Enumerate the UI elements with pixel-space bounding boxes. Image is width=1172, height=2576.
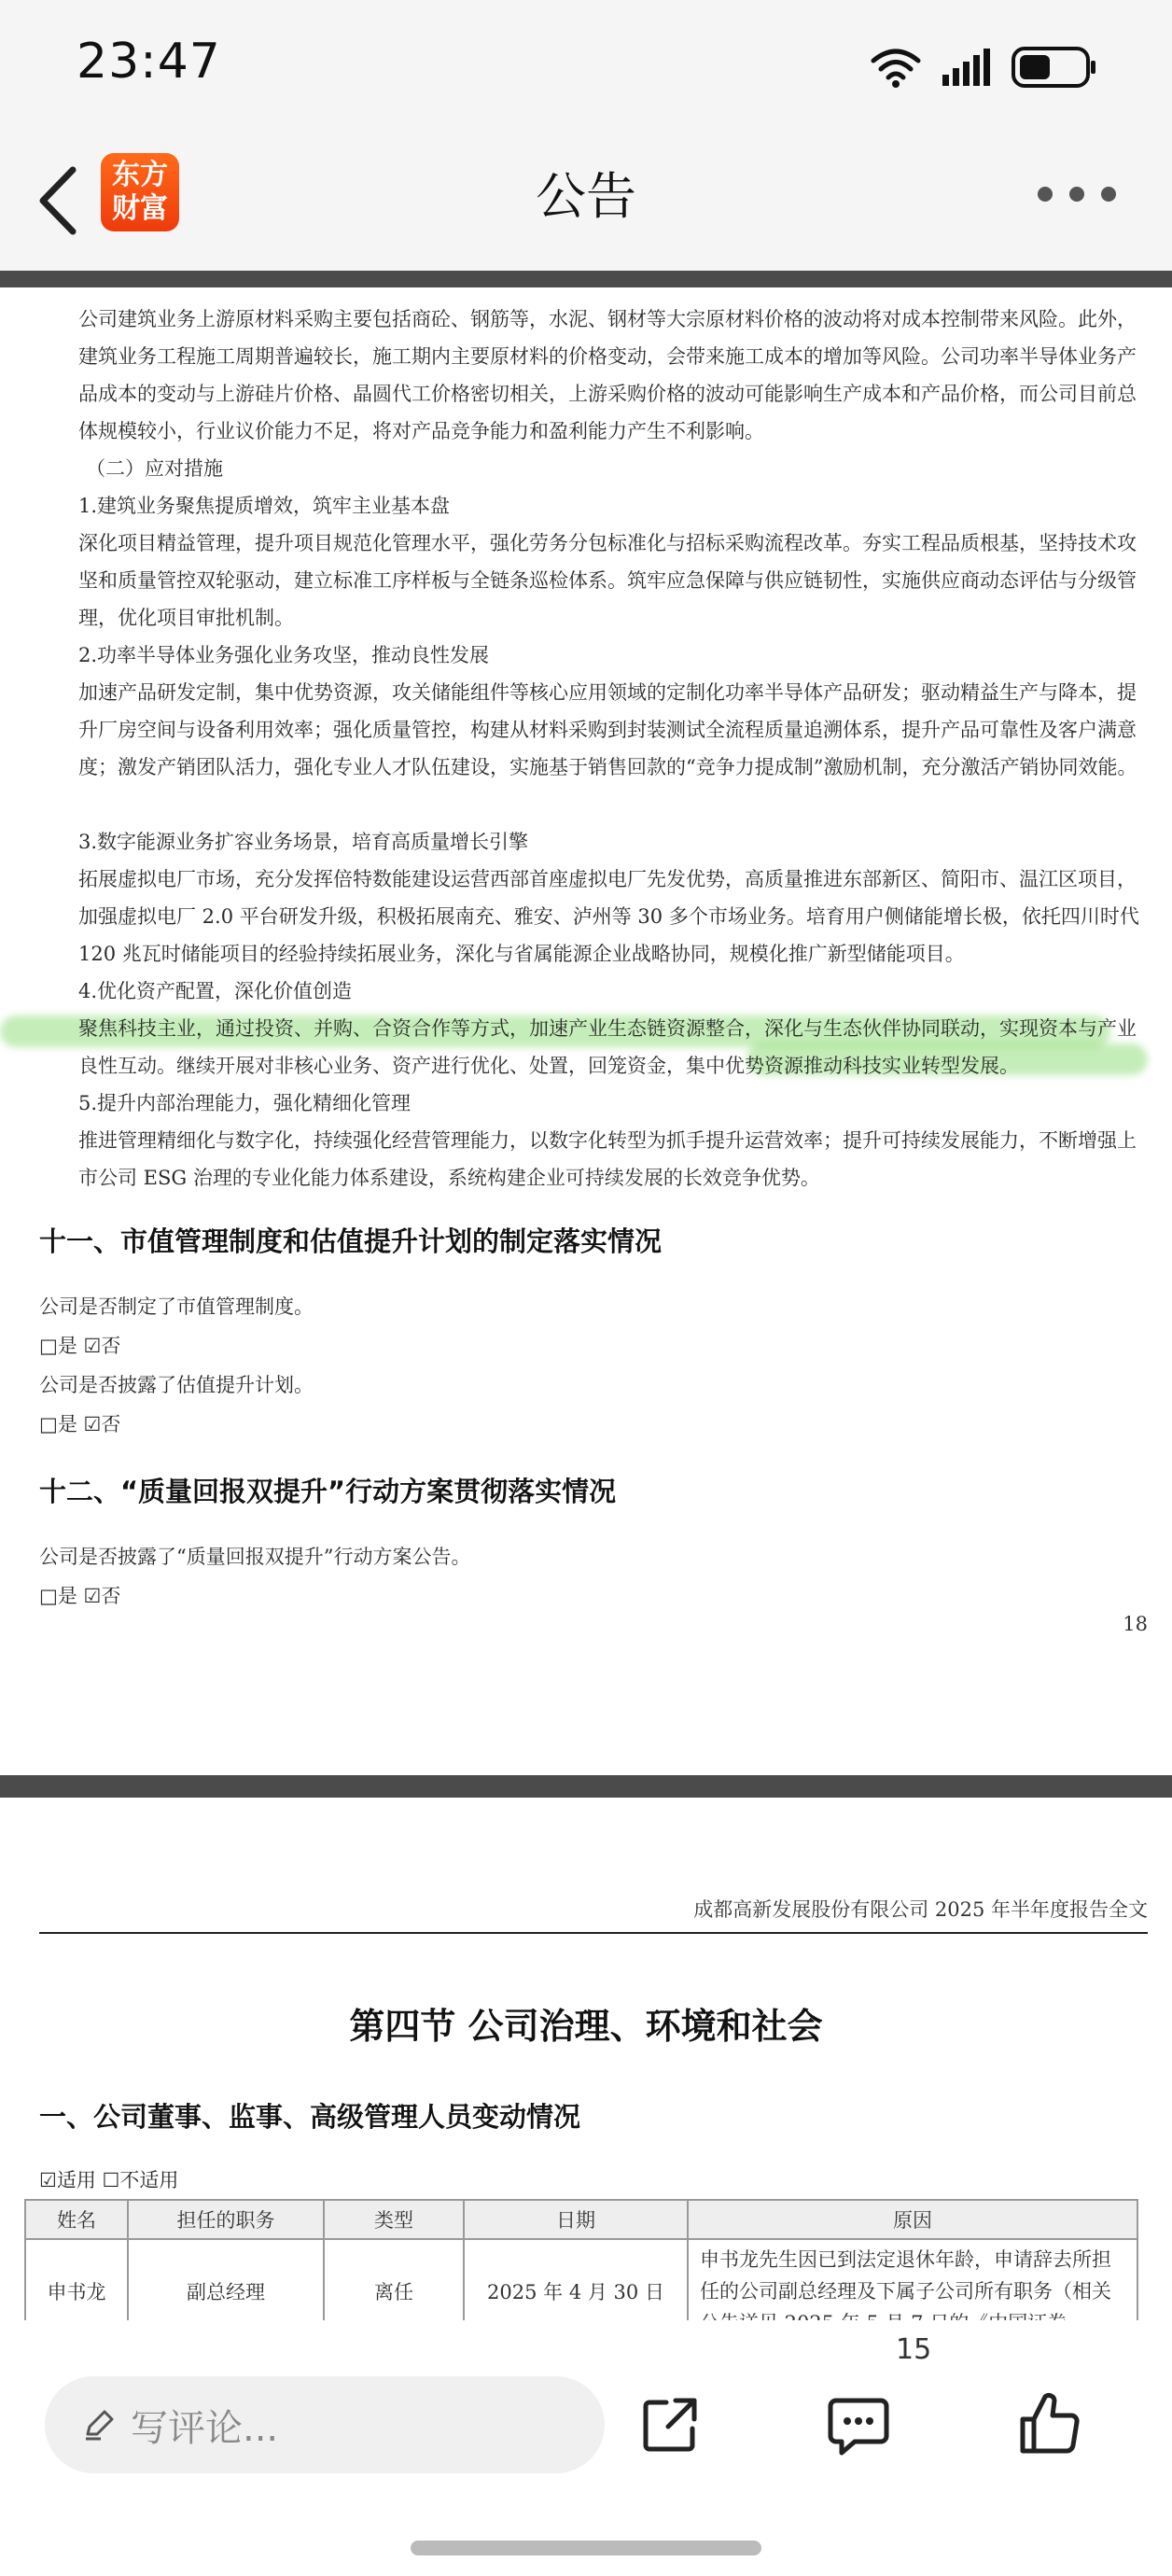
bottom-action-bar xyxy=(0,2320,1172,2576)
column-header: 日期 xyxy=(464,2200,688,2239)
pencil-icon xyxy=(82,2408,116,2442)
report-header: 成都高新发展股份有限公司 2025 年半年度报告全文 xyxy=(693,1898,1148,1921)
column-header: 原因 xyxy=(688,2200,1137,2239)
signal-icon xyxy=(942,49,991,86)
answer-options: □是 ☑否 xyxy=(39,1335,121,1357)
doc-subheading: 2.功率半导体业务强化业务攻坚，推动良性发展 xyxy=(78,644,490,666)
comment-icon[interactable] xyxy=(827,2395,890,2458)
unchecked-box-icon: □ xyxy=(39,1413,58,1435)
comment-placeholder: 写评论... xyxy=(131,2407,279,2450)
answer-options: □是 ☑否 xyxy=(39,1413,121,1435)
battery-icon xyxy=(1012,47,1097,88)
comment-count-badge: 15 xyxy=(896,2333,932,2366)
comment-input[interactable] xyxy=(45,2376,605,2473)
doc-paragraph: 推进管理精细化与数字化，持续强化经营管理能力，以数字化转型为抓手提升运营效率；提升可持续发展能力，不断增强上市公司 ESG 治理的专业化能力体系建设，系统构建企业可持续发展的长效竞争优势。 xyxy=(78,1129,1137,1189)
column-header: 姓名 xyxy=(25,2200,128,2239)
doc-subheading: 1.建筑业务聚焦提质增效，筑牢主业基本盘 xyxy=(78,495,451,517)
header-rule xyxy=(39,1932,1148,1934)
page-separator xyxy=(0,1775,1172,1798)
document-page-next xyxy=(0,1798,1172,2320)
doc-subheading: 5.提升内部治理能力，强化精细化管理 xyxy=(78,1092,412,1114)
section-1-title: 一、公司董事、监事、高级管理人员变动情况 xyxy=(39,2101,581,2133)
app-logo[interactable]: 东方 财富 xyxy=(101,153,179,231)
checked-box-icon: ☑ xyxy=(83,1585,102,1607)
thumbs-up-icon[interactable] xyxy=(1017,2391,1082,2457)
section-11-title: 十一、市值管理制度和估值提升计划的制定落实情况 xyxy=(39,1225,663,1257)
doc-paragraph: 深化项目精益管理，提升项目规范化管理水平，强化劳务分包标准化与招标采购流程改革。夯实工程品质根基，坚持技术攻坚和质量管控双轮驱动，建立标准工序样板与全链条巡检体系。筑牢应急保障与供应链韧性，实施供应商动态评估与分级管理，优化项目审批机制。 xyxy=(78,532,1137,629)
table-cell: 申书龙先生因已到法定退休年龄，申请辞去所担任的公司副总经理及下属子公司所有职务（相关 xyxy=(688,2239,1137,2344)
table-header-row xyxy=(25,2200,1137,2239)
page-title: 公告 xyxy=(536,167,636,226)
checked-box-icon: ☑ xyxy=(83,1335,102,1357)
answer-options: □是 ☑否 xyxy=(39,1585,121,1607)
unchecked-box-icon: ☐ xyxy=(102,2169,120,2191)
question-market-value: 公司是否制定了市值管理制度。 xyxy=(39,1295,314,1318)
question-quality-return: 公司是否披露了“质量回报双提升”行动方案公告。 xyxy=(39,1546,471,1568)
column-header: 类型 xyxy=(324,2200,464,2239)
more-options-icon[interactable] xyxy=(1038,187,1116,202)
applicability-options: ☑适用 ☐不适用 xyxy=(39,2169,179,2191)
unchecked-box-icon: □ xyxy=(39,1335,58,1357)
table-cell: 申书龙 xyxy=(25,2239,128,2344)
doc-subheading: （二）应对措施 xyxy=(86,457,223,480)
doc-paragraph: 聚焦科技主业，通过投资、并购、合资合作等方式，加速产业生态链资源整合，深化与生态伙伴协同联动，实现资本与产业良性互动。继续开展对非核心业务、资产进行优化、处置，回笼资金，集中优势资源推动科技实业转型发展。 xyxy=(78,1017,1137,1077)
status-time: 23:47 xyxy=(77,34,221,90)
column-header: 担任的职务 xyxy=(128,2200,324,2239)
section-12-title: 十二、“质量回报双提升”行动方案贯彻落实情况 xyxy=(39,1476,617,1507)
doc-paragraph: 加速产品研发定制，集中优势资源，攻关储能组件等核心应用领域的定制化功率半导体产品研发；驱动精益生产与降本，提升厂房空间与设备利用效率；强化质量管控，构建从材料采购到封装测试全流程质量追溯体系，提升产品可靠性及客户满意度；激发产销团队活力，强化专业人才队伍建设，实施基于销售回款的“竞争力提成制”激励机制，充分激活产销协同效能。 xyxy=(78,681,1137,778)
doc-subheading: 4.优化资产配置，深化价值创造 xyxy=(78,980,353,1002)
doc-subheading: 3.数字能源业务扩容业务场景，培育高质量增长引擎 xyxy=(78,831,529,853)
doc-paragraph: 公司建筑业务上游原材料采购主要包括商砼、钢筋等，水泥、钢材等大宗原材料价格的波动将对成本控制带来风险。此外，建筑业务工程施工周期普遍较长，施工期内主要原材料的价格变动，会带来施工成本的增加等风险。公司功率半导体业务产品成本的变动与上游硅片价格、晶圆代工价格密切相关，上游采购价格的波动可能影响生产成本和产品价格，而公司目前总体规模较小，行业议价能力不足，将对产品竞争能力和盈利能力产生不利影响。 xyxy=(78,308,1137,442)
checked-box-icon: ☑ xyxy=(83,1413,102,1435)
chapter-title: 第四节 公司治理、环境和社会 xyxy=(349,2005,823,2047)
wifi-icon xyxy=(870,46,922,89)
doc-paragraph: 拓展虚拟电厂市场，充分发挥倍特数能建设运营西部首座虚拟电厂先发优势，高质量推进东部新区、简阳市、温江区项目，加强虚拟电厂 2.0 平台研发升级，积极拓展南充、雅安、泸州等 30 多个市场业务。培育用户侧储能增长极，依托四川时代 120 兆瓦时储能项目的经验持续拓展业务，深化与省属能源企业战略协同，规模化推广新型储能项目。 xyxy=(78,868,1139,965)
table-cell: 副总经理 xyxy=(128,2239,324,2344)
status-bar xyxy=(0,0,1172,131)
checked-box-icon: ☑ xyxy=(39,2169,57,2191)
table-cell: 2025 年 4 月 30 日 xyxy=(464,2239,688,2344)
page-separator xyxy=(0,271,1172,287)
status-icons xyxy=(870,41,1097,93)
page-number: 18 xyxy=(1123,1613,1148,1635)
share-icon[interactable] xyxy=(640,2395,700,2455)
question-valuation-plan: 公司是否披露了估值提升计划。 xyxy=(39,1374,314,1396)
home-indicator[interactable] xyxy=(411,2541,761,2555)
table-cell: 离任 xyxy=(324,2239,464,2344)
document-page-18 xyxy=(0,287,1172,1775)
unchecked-box-icon: □ xyxy=(39,1585,58,1607)
nav-bar xyxy=(0,131,1172,271)
